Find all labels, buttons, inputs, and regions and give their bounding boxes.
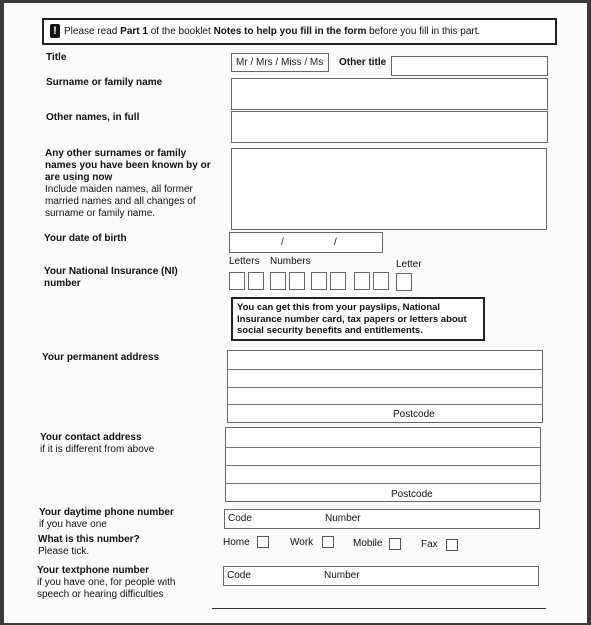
textphone-help-1: if you have one, for people with — [37, 577, 176, 588]
phone-type-work-checkbox[interactable] — [322, 536, 334, 548]
dob-separator-2: / — [334, 237, 337, 248]
ni-letter-box-1[interactable] — [229, 272, 245, 290]
daytime-code-caption: Code — [228, 513, 252, 524]
address-line-divider — [228, 369, 542, 370]
ni-letter-box-2[interactable] — [248, 272, 264, 290]
address-line-divider — [228, 404, 542, 405]
phone-type-fax-label: Fax — [421, 539, 438, 550]
ni-info-box — [231, 297, 485, 341]
phone-type-label: What is this number? — [38, 534, 140, 545]
ni-number-box-2[interactable] — [289, 272, 305, 290]
other-surnames-help-1: Include maiden names, all former — [45, 184, 193, 195]
textphone-number-caption: Number — [324, 570, 360, 581]
dob-label: Your date of birth — [44, 233, 127, 244]
dob-separator-1: / — [281, 237, 284, 248]
phone-type-home-checkbox[interactable] — [257, 536, 269, 548]
ni-info-line-1: You can get this from your payslips, National — [237, 302, 441, 313]
address-line-divider — [228, 387, 542, 388]
other-surnames-label-3: are using now — [45, 172, 113, 183]
ni-number-box-4[interactable] — [330, 272, 346, 290]
other-title-field[interactable] — [391, 56, 548, 76]
phone-type-help: Please tick. — [38, 546, 90, 557]
ni-number-box-5[interactable] — [354, 272, 370, 290]
form-page — [4, 3, 587, 623]
other-surnames-label-2: names you have been known by or — [45, 160, 211, 171]
daytime-phone-help: if you have one — [39, 519, 107, 530]
phone-type-work-label: Work — [290, 537, 314, 548]
dob-field[interactable] — [229, 232, 383, 253]
surname-field[interactable] — [231, 78, 548, 110]
other-surnames-help-3: surname or family name. — [45, 208, 156, 219]
surname-label: Surname or family name — [46, 77, 163, 88]
daytime-phone-field[interactable] — [224, 509, 540, 529]
instruction-notice — [42, 18, 557, 45]
textphone-field[interactable] — [223, 566, 539, 586]
phone-type-home-label: Home — [223, 537, 250, 548]
address-line-divider — [226, 447, 540, 448]
ni-label-1: Your National Insurance (NI) — [44, 266, 178, 277]
permanent-address-field[interactable] — [227, 350, 543, 423]
ni-info-line-3: social security benefits and entitlements. — [237, 325, 423, 336]
ni-number-box-6[interactable] — [373, 272, 389, 290]
address-line-divider — [226, 465, 540, 466]
ni-number-box-3[interactable] — [311, 272, 327, 290]
other-surnames-field[interactable] — [231, 148, 547, 230]
other-names-label: Other names, in full — [46, 112, 140, 123]
ni-info-line-2: Insurance number card, tax papers or letters about — [237, 313, 467, 325]
notice-booklet-title: Notes to help you fill in the form — [213, 26, 367, 37]
address-line-divider — [226, 483, 540, 484]
textphone-label: Your textphone number — [37, 565, 150, 576]
permanent-address-label: Your permanent address — [42, 352, 160, 363]
ni-letters-caption: Letters — [229, 256, 260, 267]
exclamation-icon: ! — [50, 24, 60, 38]
title-label: Title — [46, 52, 67, 63]
other-names-field[interactable] — [231, 111, 548, 143]
textphone-help-2: speech or hearing difficulties — [37, 589, 164, 600]
phone-type-fax-checkbox[interactable] — [446, 539, 458, 551]
ni-numbers-caption: Numbers — [270, 256, 311, 267]
permanent-postcode-label: Postcode — [393, 409, 435, 420]
contact-address-help: if it is different from above — [40, 444, 155, 455]
phone-type-mobile-checkbox[interactable] — [389, 538, 401, 550]
section-bottom-rule — [212, 608, 546, 609]
contact-postcode-label: Postcode — [391, 489, 433, 500]
title-select[interactable] — [231, 53, 329, 72]
contact-address-label: Your contact address — [40, 432, 142, 443]
contact-address-field[interactable] — [225, 427, 541, 502]
textphone-code-caption: Code — [227, 570, 251, 581]
notice-part: Part 1 — [120, 26, 148, 37]
ni-final-letter-box[interactable] — [396, 273, 412, 291]
title-options-text: Mr / Mrs / Miss / Ms — [236, 57, 324, 68]
ni-label-2: number — [44, 278, 81, 289]
daytime-number-caption: Number — [325, 513, 361, 524]
other-surnames-label-1: Any other surnames or family — [45, 148, 187, 159]
ni-number-box-1[interactable] — [270, 272, 286, 290]
daytime-phone-label: Your daytime phone number — [39, 507, 174, 518]
other-surnames-help-2: married names and all changes of — [45, 196, 196, 207]
ni-letter-caption: Letter — [396, 259, 422, 270]
notice-text: Please read Part 1 of the booklet Notes to help you fill in the form before you fill in this part. — [64, 26, 481, 37]
phone-type-mobile-label: Mobile — [353, 538, 383, 549]
other-title-label: Other title — [339, 57, 387, 68]
